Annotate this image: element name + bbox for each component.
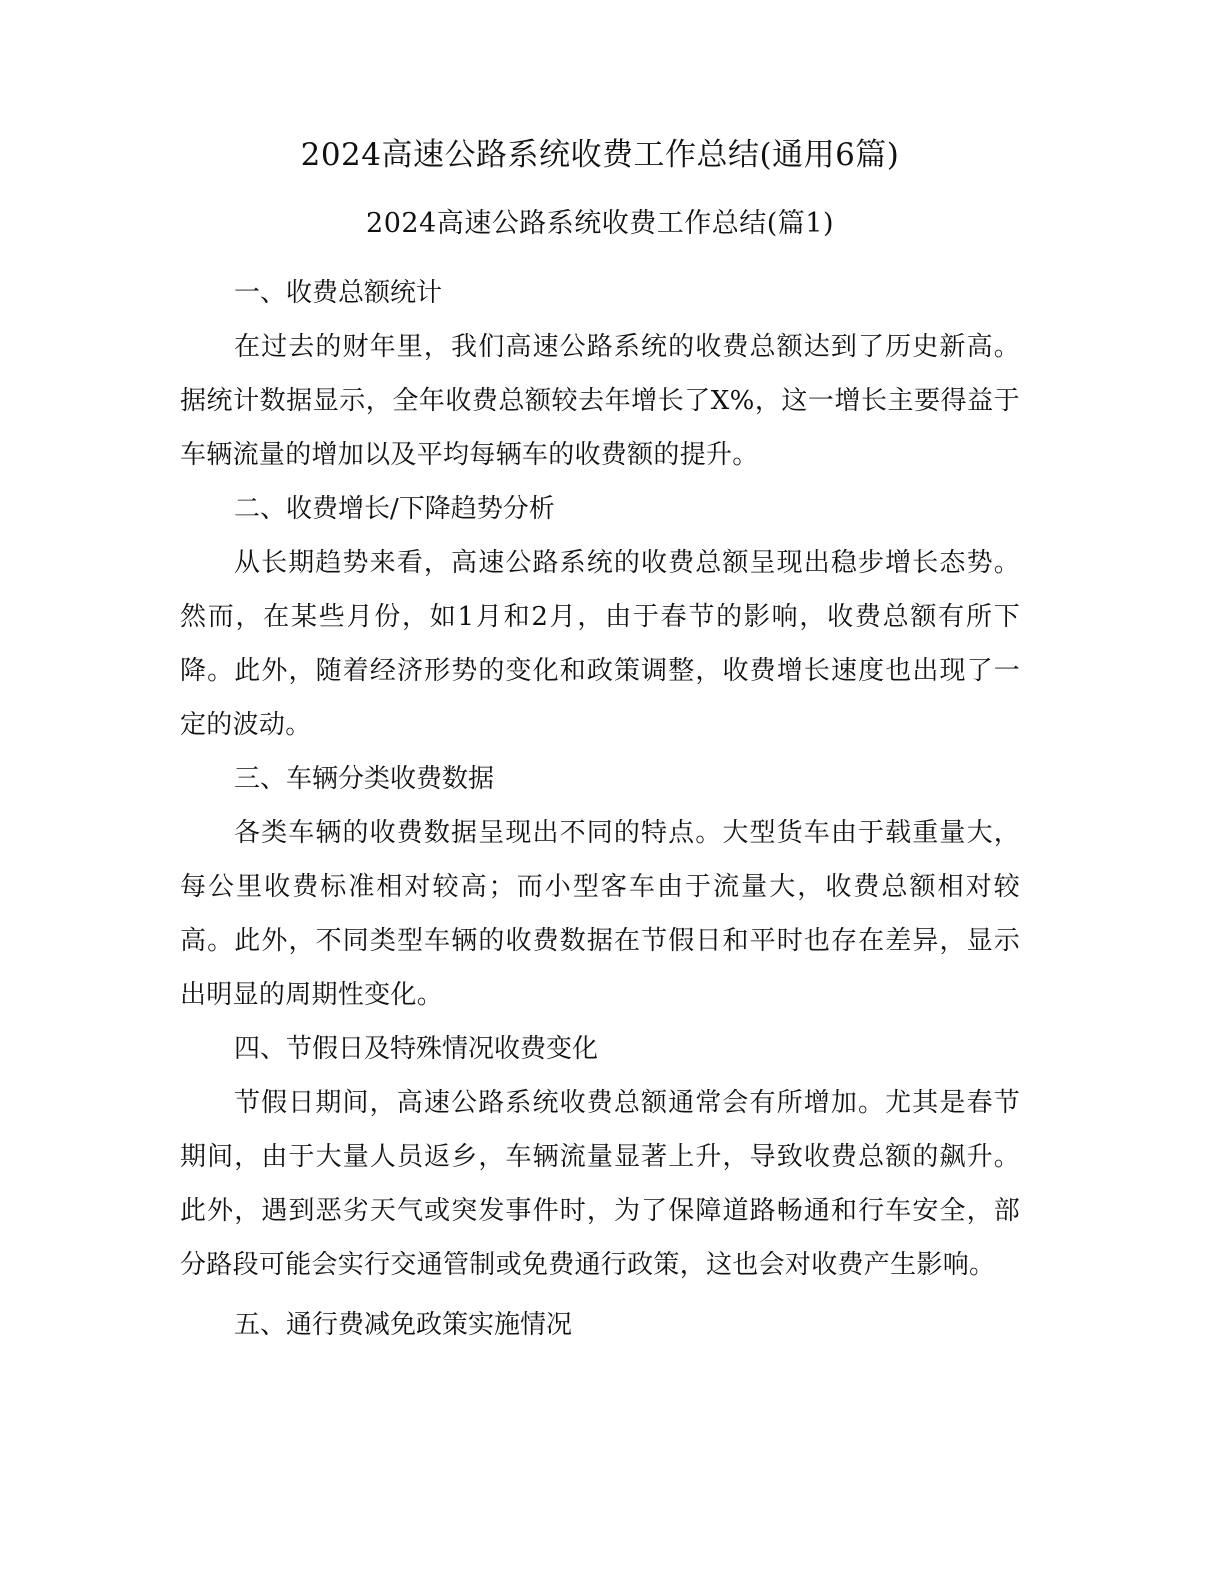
section-heading-1: 一、收费总额统计 bbox=[234, 278, 443, 308]
section-heading-5: 五、通行费减免政策实施情况 bbox=[234, 1310, 573, 1340]
section-paragraph-4: 节假日期间，高速公路系统收费总额通常会有所增加。尤其是春节期间，由于大量人员返乡，车辆流量显著上升，导致收费总额的飙升。此外，遇到恶劣天气或突发事件时，为了保障道路畅通和行车安全，部分路段可能会实行交通管制或免费通行政策，这也会对收费产生影响。 bbox=[180, 1088, 1020, 1280]
section-heading-2: 二、收费增长/下降趋势分析 bbox=[234, 494, 555, 524]
document-subtitle: 2024高速公路系统收费工作总结(篇1) bbox=[366, 208, 834, 239]
section-heading-4: 四、节假日及特殊情况收费变化 bbox=[234, 1034, 599, 1064]
section-paragraph-2: 从长期趋势来看，高速公路系统的收费总额呈现出稳步增长态势。然而，在某些月份，如1月和2月，由于春节的影响，收费总额有所下降。此外，随着经济形势的变化和政策调整，收费增长速度也出现了一定的波动。 bbox=[180, 548, 1020, 740]
document-page bbox=[180, 130, 1020, 1352]
section-paragraph-3: 各类车辆的收费数据呈现出不同的特点。大型货车由于载重量大，每公里收费标准相对较高；而小型客车由于流量大，收费总额相对较高。此外，不同类型车辆的收费数据在节假日和平时也存在差异，显示出明显的周期性变化。 bbox=[180, 818, 1020, 1010]
document-title: 2024高速公路系统收费工作总结(通用6篇) bbox=[300, 137, 900, 173]
section-heading-3: 三、车辆分类收费数据 bbox=[234, 764, 495, 794]
section-paragraph-1: 在过去的财年里，我们高速公路系统的收费总额达到了历史新高。据统计数据显示，全年收费总额较去年增长了X%，这一增长主要得益于车辆流量的增加以及平均每辆车的收费额的提升。 bbox=[180, 332, 1020, 470]
